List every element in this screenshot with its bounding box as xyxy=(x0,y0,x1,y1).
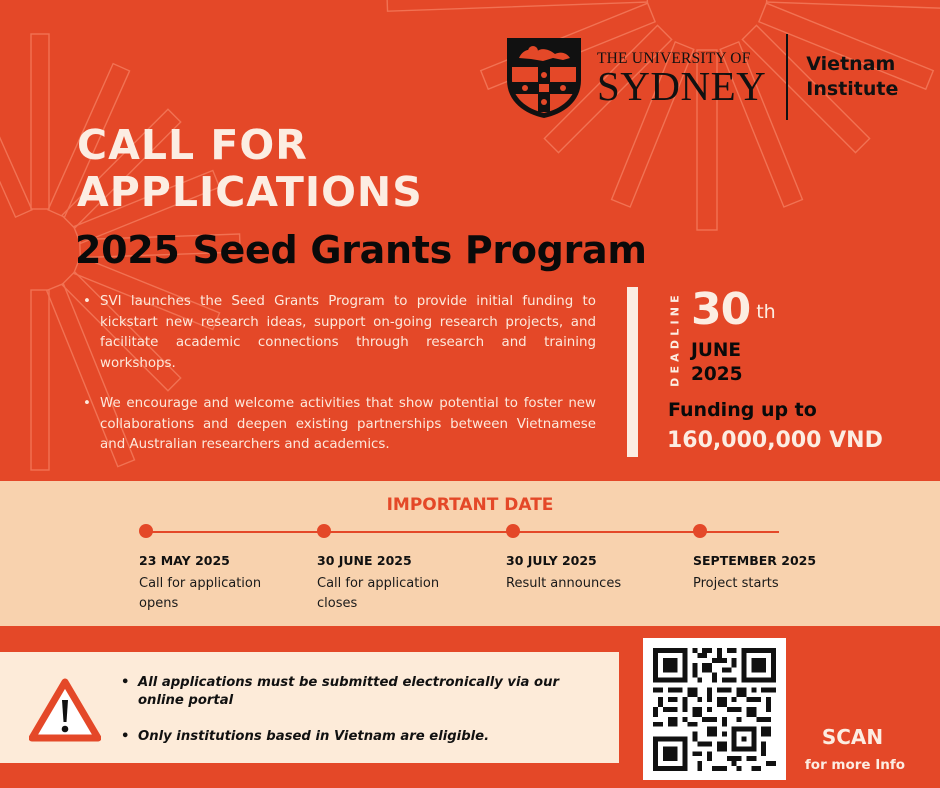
important-dates-title: IMPORTANT DATE xyxy=(386,495,554,515)
university-name xyxy=(597,47,766,107)
intro-list xyxy=(80,292,596,476)
deadline-day-number: 30 xyxy=(691,284,751,335)
program-subtitle: 2025 Seed Grants Program xyxy=(75,228,647,272)
scan-label: SCAN xyxy=(821,725,884,749)
deadline-month-year xyxy=(691,339,743,387)
timeline-dot-icon xyxy=(139,524,153,538)
timeline-description: Result announces xyxy=(506,576,622,591)
institute-name-line2: Institute xyxy=(806,78,899,100)
notice-bullet: • All applications must be submitted electronically via our online portal xyxy=(118,674,588,710)
funding-label: Funding up to xyxy=(668,399,817,421)
timeline-date: 30 JUNE 2025 xyxy=(317,553,412,568)
institute-name xyxy=(806,52,898,102)
qr-code[interactable] xyxy=(643,638,786,780)
timeline-line xyxy=(145,531,779,533)
institute-name-line1: Vietnam xyxy=(806,53,896,75)
timeline-description: Call for application closes xyxy=(317,576,440,611)
intro-bullet: • SVI launches the Seed Grants Program to provide initial funding to kickstart new research ideas, support on-going research projects, and facilitate academic connections through research and training workshops. xyxy=(80,292,596,374)
funding-amount: 160,000,000 VND xyxy=(667,428,883,453)
timeline-description: Call for application opens xyxy=(139,576,262,611)
deadline-label xyxy=(666,292,684,386)
timeline-dot-icon xyxy=(506,524,520,538)
university-name-line2: SYDNEY xyxy=(597,62,767,109)
deadline-day xyxy=(691,285,776,335)
eligibility-notice xyxy=(0,652,619,763)
deadline-year: 2025 xyxy=(691,364,743,385)
deadline-label-text: DEADLINE xyxy=(668,291,682,387)
page-title xyxy=(77,122,423,216)
title-line1: CALL FOR xyxy=(77,121,308,169)
important-dates-section xyxy=(0,481,940,626)
qr-code-icon xyxy=(652,648,777,771)
deadline-accent-bar xyxy=(627,287,638,457)
deadline-day-suffix: th xyxy=(756,301,776,323)
university-crest-icon xyxy=(503,34,585,120)
deadline-month: JUNE xyxy=(691,340,742,361)
timeline-date: 30 JULY 2025 xyxy=(506,553,597,568)
warning-icon xyxy=(29,678,101,742)
title-line2: APPLICATIONS xyxy=(77,168,423,216)
scan-sublabel: for more Info xyxy=(804,757,906,773)
notice-bullet: • Only institutions based in Vietnam are eligible. xyxy=(118,728,588,746)
timeline-dot-icon xyxy=(693,524,707,538)
university-logo xyxy=(503,34,898,120)
timeline-date: 23 MAY 2025 xyxy=(139,553,230,568)
notice-list xyxy=(118,674,588,764)
timeline-dot-icon xyxy=(317,524,331,538)
logo-divider xyxy=(786,34,788,120)
timeline-date: SEPTEMBER 2025 xyxy=(693,553,817,568)
timeline-description: Project starts xyxy=(693,576,779,591)
university-name-line1: THE UNIVERSITY OF xyxy=(597,50,751,68)
intro-bullet: • We encourage and welcome activities that show potential to foster new collaborations and deepen existing partnerships between Vietnamese and Australian researchers and academics. xyxy=(80,394,596,456)
